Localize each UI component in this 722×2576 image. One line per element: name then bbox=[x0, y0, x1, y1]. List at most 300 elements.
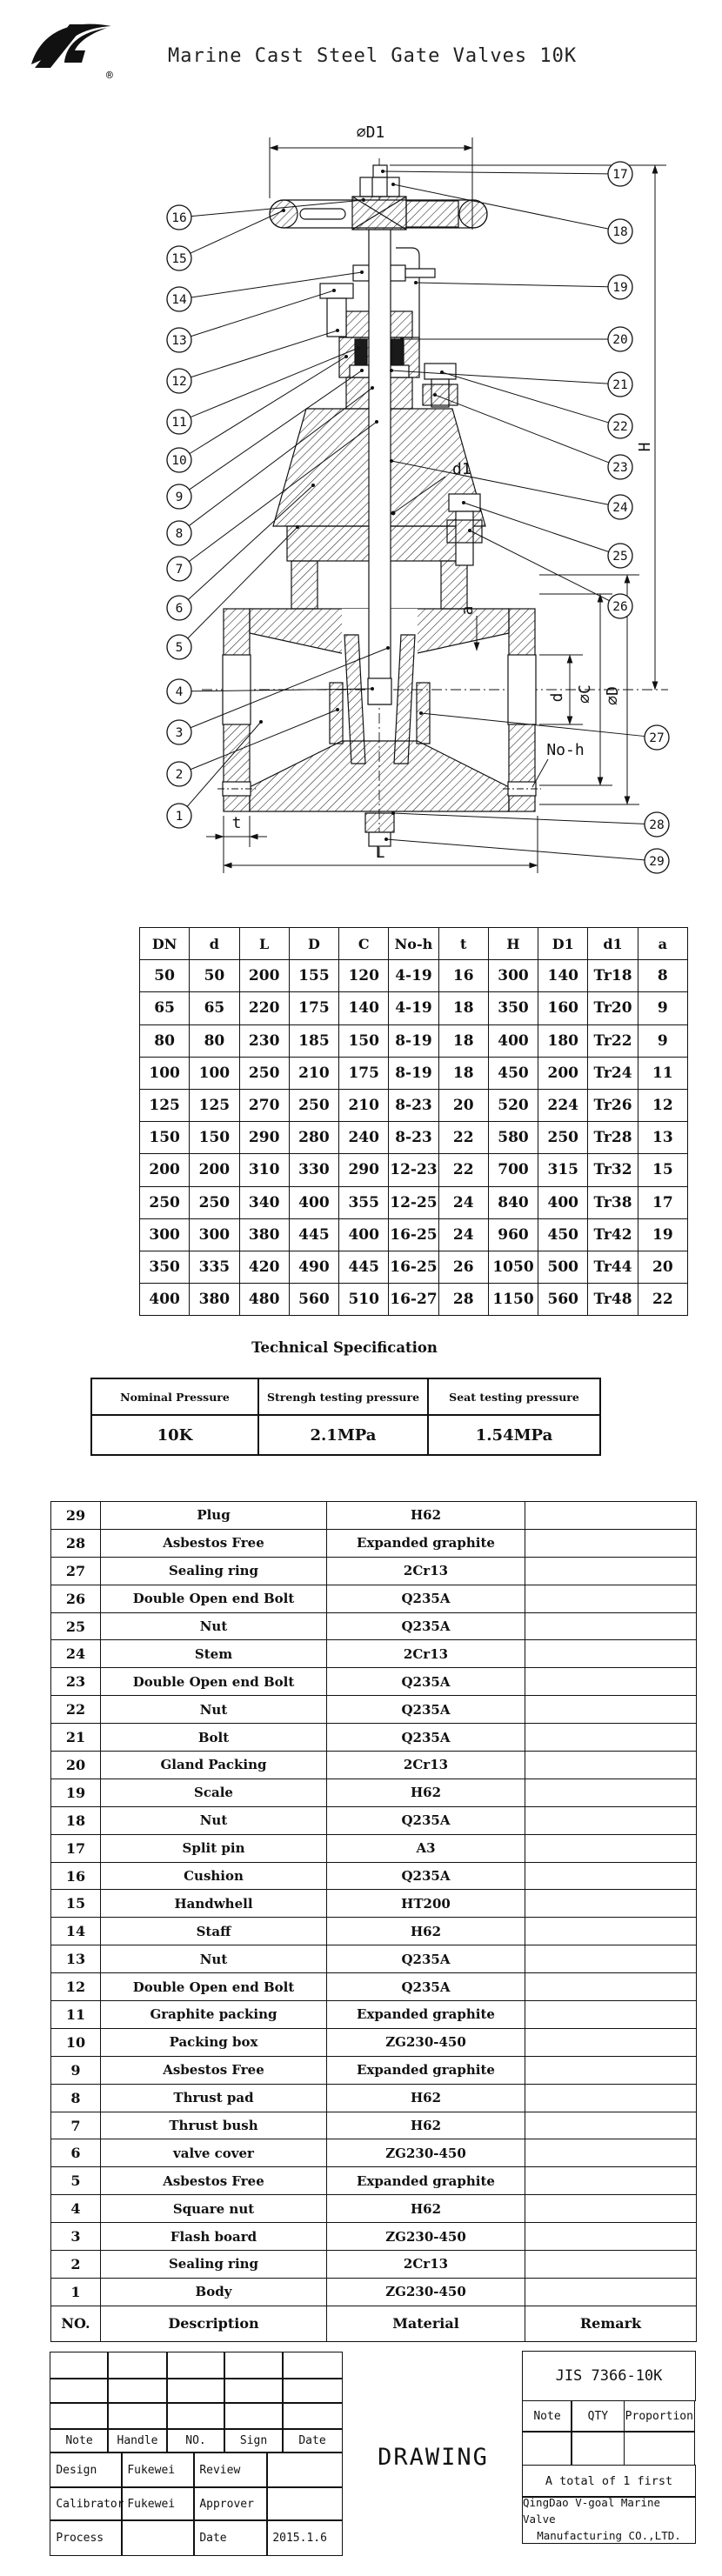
parts-row bbox=[51, 2001, 697, 2029]
parts-row bbox=[51, 2167, 697, 2195]
callout-26 bbox=[468, 529, 632, 618]
parts-row bbox=[51, 2251, 697, 2279]
parts-list-table bbox=[50, 1501, 697, 2342]
dim-bolt-circle: ∅C bbox=[576, 684, 594, 704]
dimension-cell: 450 bbox=[488, 1057, 538, 1089]
callout-number: 21 bbox=[612, 378, 628, 392]
parts-cell-no: 26 bbox=[51, 1585, 101, 1612]
parts-cell-no: 7 bbox=[51, 2112, 101, 2139]
spec-value: 10K bbox=[91, 1415, 258, 1455]
dimension-cell: 210 bbox=[289, 1057, 338, 1089]
stem-nut bbox=[360, 177, 399, 197]
callout-13 bbox=[167, 289, 336, 352]
dimension-cell: 240 bbox=[339, 1122, 389, 1154]
signature-cell: Fukewei bbox=[121, 2486, 194, 2520]
qty-header-cell: Note bbox=[522, 2400, 572, 2433]
dim-face-to-face: L bbox=[375, 844, 385, 862]
dim-col-header: L bbox=[239, 928, 289, 960]
parts-row bbox=[51, 1945, 697, 1973]
parts-cell-mat: Q235A bbox=[327, 1612, 525, 1640]
dimension-cell: 80 bbox=[140, 1024, 190, 1057]
dimension-cell: 160 bbox=[538, 992, 588, 1024]
parts-cell-desc: Nut bbox=[101, 1945, 327, 1973]
parts-cell-desc: Asbestos Free bbox=[101, 2167, 327, 2195]
parts-row bbox=[51, 1834, 697, 1862]
qty-empty-cell bbox=[571, 2431, 625, 2466]
dimension-cell: 250 bbox=[190, 1186, 239, 1218]
dimension-cell: 400 bbox=[538, 1186, 588, 1218]
callout-number: 10 bbox=[171, 454, 187, 468]
revision-empty-cell bbox=[107, 2402, 167, 2429]
dimension-cell: 445 bbox=[339, 1251, 389, 1283]
dimension-cell: 24 bbox=[438, 1186, 488, 1218]
callout-number: 11 bbox=[171, 416, 187, 430]
parts-row bbox=[51, 2139, 697, 2167]
dimension-cell: 250 bbox=[289, 1089, 338, 1121]
parts-cell-mat: Q235A bbox=[327, 1668, 525, 1696]
parts-cell-desc: Gland Packing bbox=[101, 1752, 327, 1779]
dimension-row bbox=[140, 1284, 688, 1316]
dimension-cell: 500 bbox=[538, 1251, 588, 1283]
parts-cell-no: 5 bbox=[51, 2167, 101, 2195]
spec-col-header: Seat testing pressure bbox=[428, 1378, 600, 1415]
parts-cell-mat: Q235A bbox=[327, 1724, 525, 1752]
dimension-cell: Tr42 bbox=[588, 1218, 638, 1251]
qty-header-cell: QTY bbox=[571, 2400, 625, 2433]
dimension-row bbox=[140, 1186, 688, 1218]
parts-cell-desc: Bolt bbox=[101, 1724, 327, 1752]
dimension-cell: 65 bbox=[190, 992, 239, 1024]
parts-row bbox=[51, 1862, 697, 1890]
parts-cell-rem bbox=[525, 1945, 697, 1973]
revision-empty-cell bbox=[50, 2378, 108, 2403]
dimension-cell: 200 bbox=[538, 1057, 588, 1089]
dimension-cell: 11 bbox=[638, 1057, 687, 1089]
parts-cell-desc: Graphite packing bbox=[101, 2001, 327, 2029]
dimension-row bbox=[140, 1122, 688, 1154]
dimension-cell: Tr22 bbox=[588, 1024, 638, 1057]
dimension-cell: 315 bbox=[538, 1154, 588, 1186]
callout-19 bbox=[414, 275, 632, 299]
seat-ring bbox=[330, 683, 343, 744]
dimension-table bbox=[139, 927, 688, 1316]
plug-boss bbox=[365, 813, 394, 832]
dimension-cell: 19 bbox=[638, 1218, 687, 1251]
dimension-cell: Tr48 bbox=[588, 1284, 638, 1316]
parts-cell-no: 22 bbox=[51, 1696, 101, 1724]
revision-empty-cell bbox=[50, 2402, 108, 2429]
revision-empty-cell bbox=[224, 2352, 283, 2379]
dim-col-header: C bbox=[339, 928, 389, 960]
dimension-cell: 150 bbox=[190, 1122, 239, 1154]
flange-bolt-nut bbox=[447, 520, 482, 543]
parts-cell-mat: HT200 bbox=[327, 1890, 525, 1918]
dimension-cell: 24 bbox=[438, 1218, 488, 1251]
parts-cell-rem bbox=[525, 2195, 697, 2223]
parts-cell-rem bbox=[525, 1806, 697, 1834]
parts-cell-mat: ZG230-450 bbox=[327, 2278, 525, 2306]
dim-d1-top: ∅D1 bbox=[356, 123, 385, 142]
callout-25 bbox=[462, 501, 632, 568]
dimension-cell: 560 bbox=[289, 1284, 338, 1316]
dimension-cell: 380 bbox=[239, 1218, 289, 1251]
dimension-row bbox=[140, 1218, 688, 1251]
dimension-cell: Tr20 bbox=[588, 992, 638, 1024]
dimension-cell: 445 bbox=[289, 1218, 338, 1251]
revision-empty-cell bbox=[166, 2402, 224, 2429]
parts-cell-mat: ZG230-450 bbox=[327, 2139, 525, 2167]
parts-cell-mat: H62 bbox=[327, 1779, 525, 1806]
spec-col-header: Nominal Pressure bbox=[91, 1378, 258, 1415]
parts-cell-rem bbox=[525, 1752, 697, 1779]
dim-flange-thickness: t bbox=[231, 814, 242, 832]
dimension-row bbox=[140, 992, 688, 1024]
dim-col-header: D1 bbox=[538, 928, 588, 960]
parts-cell-rem bbox=[525, 2251, 697, 2279]
parts-cell-desc: Staff bbox=[101, 1918, 327, 1945]
technical-specification-title: Technical Specification bbox=[251, 1339, 438, 1356]
parts-cell-rem bbox=[525, 1668, 697, 1696]
callout-22 bbox=[440, 370, 632, 438]
dimension-cell: 280 bbox=[289, 1122, 338, 1154]
parts-cell-no: 23 bbox=[51, 1668, 101, 1696]
dimension-cell: 220 bbox=[239, 992, 289, 1024]
parts-header-row bbox=[51, 2306, 697, 2341]
callout-number: 16 bbox=[171, 211, 187, 225]
page-title: Marine Cast Steel Gate Valves 10K bbox=[168, 45, 578, 67]
dimension-row bbox=[140, 1154, 688, 1186]
dimension-cell: 16 bbox=[438, 960, 488, 992]
qty-empty-cell bbox=[624, 2431, 695, 2466]
dimension-cell: 224 bbox=[538, 1089, 588, 1121]
parts-row bbox=[51, 1557, 697, 1585]
dimension-cell: 510 bbox=[339, 1284, 389, 1316]
dimension-cell: 22 bbox=[438, 1122, 488, 1154]
dimension-row bbox=[140, 1089, 688, 1121]
parts-cell-rem bbox=[525, 1862, 697, 1890]
parts-cell-rem bbox=[525, 1585, 697, 1612]
signature-cell: Design bbox=[50, 2452, 122, 2487]
valve-geometry bbox=[202, 158, 668, 861]
body-bottom bbox=[250, 741, 509, 811]
parts-cell-mat: Expanded graphite bbox=[327, 2167, 525, 2195]
drawing-type-label: DRAWING bbox=[378, 2444, 489, 2471]
parts-cell-rem bbox=[525, 1779, 697, 1806]
parts-cell-no: 27 bbox=[51, 1557, 101, 1585]
callout-29 bbox=[384, 838, 669, 873]
parts-cell-desc: Nut bbox=[101, 1612, 327, 1640]
parts-col-header: Description bbox=[101, 2306, 327, 2341]
revision-empty-cell bbox=[50, 2352, 108, 2379]
dimension-cell: 250 bbox=[239, 1057, 289, 1089]
parts-cell-no: 8 bbox=[51, 2084, 101, 2112]
parts-cell-no: 18 bbox=[51, 1806, 101, 1834]
spec-col-header: Strengh testing pressure bbox=[258, 1378, 428, 1415]
parts-cell-rem bbox=[525, 1890, 697, 1918]
parts-row bbox=[51, 1806, 697, 1834]
dimension-cell: 520 bbox=[488, 1089, 538, 1121]
dimension-cell: 400 bbox=[140, 1284, 190, 1316]
parts-cell-mat: H62 bbox=[327, 2084, 525, 2112]
dimension-cell: 120 bbox=[339, 960, 389, 992]
dimension-row bbox=[140, 1057, 688, 1089]
dimension-cell: Tr38 bbox=[588, 1186, 638, 1218]
parts-row bbox=[51, 2056, 697, 2084]
parts-cell-mat: 2Cr13 bbox=[327, 2251, 525, 2279]
callout-number: 29 bbox=[649, 855, 665, 869]
parts-cell-no: 28 bbox=[51, 1529, 101, 1557]
dimension-cell: 9 bbox=[638, 992, 687, 1024]
callout-number: 22 bbox=[612, 420, 628, 434]
parts-row bbox=[51, 1779, 697, 1806]
parts-cell-desc: Square nut bbox=[101, 2195, 327, 2223]
dimension-cell: 400 bbox=[289, 1186, 338, 1218]
dimension-cell: 9 bbox=[638, 1024, 687, 1057]
callout-number: 14 bbox=[171, 293, 187, 307]
parts-cell-desc: valve cover bbox=[101, 2139, 327, 2167]
parts-cell-rem bbox=[525, 2112, 697, 2139]
parts-row bbox=[51, 2223, 697, 2251]
parts-cell-no: 20 bbox=[51, 1752, 101, 1779]
dim-col-header: d bbox=[190, 928, 239, 960]
right-bolt-head bbox=[425, 364, 456, 379]
callout-number: 25 bbox=[612, 550, 628, 564]
callout-number: 7 bbox=[175, 563, 184, 577]
parts-row bbox=[51, 1752, 697, 1779]
callout-number: 18 bbox=[612, 225, 628, 239]
technical-specification-table bbox=[90, 1378, 601, 1456]
revision-empty-cell bbox=[224, 2378, 283, 2403]
dimension-cell: Tr18 bbox=[588, 960, 638, 992]
parts-cell-mat: Q235A bbox=[327, 1945, 525, 1973]
callout-12 bbox=[167, 329, 339, 393]
revision-header-cell: NO. bbox=[166, 2428, 224, 2453]
parts-row bbox=[51, 2112, 697, 2139]
dim-col-header: a bbox=[638, 928, 687, 960]
parts-row bbox=[51, 1890, 697, 1918]
signature-grid bbox=[50, 2453, 342, 2555]
dimension-cell: 20 bbox=[638, 1251, 687, 1283]
dim-col-header: D bbox=[289, 928, 338, 960]
signature-cell bbox=[266, 2486, 342, 2520]
spec-value: 2.1MPa bbox=[258, 1415, 428, 1455]
dim-flange-diameter: ∅D bbox=[604, 686, 622, 705]
callout-number: 5 bbox=[175, 641, 184, 655]
revision-header-cell: Date bbox=[282, 2428, 342, 2453]
revision-empty-cell bbox=[107, 2352, 167, 2379]
parts-cell-rem bbox=[525, 2167, 697, 2195]
dimension-cell: 175 bbox=[339, 1057, 389, 1089]
dimension-cell: 12-23 bbox=[389, 1154, 438, 1186]
parts-row bbox=[51, 2084, 697, 2112]
dimension-cell: 16-27 bbox=[389, 1284, 438, 1316]
valve-section-drawing bbox=[0, 78, 722, 939]
dimension-table-header bbox=[140, 928, 688, 960]
parts-row bbox=[51, 1502, 697, 1530]
dimension-cell: 20 bbox=[438, 1089, 488, 1121]
dimension-row bbox=[140, 1024, 688, 1057]
qty-header-row bbox=[522, 2401, 696, 2432]
parts-cell-mat: H62 bbox=[327, 1918, 525, 1945]
dimension-cell: 210 bbox=[339, 1089, 389, 1121]
dimension-cell: 560 bbox=[538, 1284, 588, 1316]
qty-empty-row bbox=[522, 2433, 696, 2466]
parts-cell-desc: Sealing ring bbox=[101, 1557, 327, 1585]
parts-cell-rem bbox=[525, 2084, 697, 2112]
dimension-cell: Tr24 bbox=[588, 1057, 638, 1089]
dimension-cell: 270 bbox=[239, 1089, 289, 1121]
parts-cell-no: 10 bbox=[51, 2028, 101, 2056]
parts-cell-no: 24 bbox=[51, 1640, 101, 1668]
left-port-bore bbox=[223, 655, 251, 724]
parts-cell-rem bbox=[525, 1973, 697, 2001]
parts-cell-rem bbox=[525, 1529, 697, 1557]
parts-col-header: NO. bbox=[51, 2306, 101, 2341]
revision-header-cell: Sign bbox=[224, 2428, 283, 2453]
parts-cell-mat: Expanded graphite bbox=[327, 1529, 525, 1557]
parts-cell-desc: Nut bbox=[101, 1696, 327, 1724]
revision-header-cell: Note bbox=[50, 2428, 108, 2453]
dimension-cell: 28 bbox=[438, 1284, 488, 1316]
parts-cell-no: 11 bbox=[51, 2001, 101, 2029]
dimension-cell: 17 bbox=[638, 1186, 687, 1218]
signature-cell: Calibrator bbox=[50, 2486, 122, 2520]
parts-cell-mat: A3 bbox=[327, 1834, 525, 1862]
callout-number: 20 bbox=[612, 333, 628, 347]
parts-cell-desc: Double Open end Bolt bbox=[101, 1973, 327, 2001]
callout-27 bbox=[419, 711, 669, 750]
dimension-cell: 355 bbox=[339, 1186, 389, 1218]
dimension-cell: 350 bbox=[140, 1251, 190, 1283]
parts-cell-no: 2 bbox=[51, 2251, 101, 2279]
dimension-cell: 8-19 bbox=[389, 1057, 438, 1089]
dimension-cell: 200 bbox=[140, 1154, 190, 1186]
dimension-cell: 175 bbox=[289, 992, 338, 1024]
dimension-cell: 8 bbox=[638, 960, 687, 992]
dimension-cell: 125 bbox=[140, 1089, 190, 1121]
dim-col-header: DN bbox=[140, 928, 190, 960]
callout-number: 2 bbox=[175, 768, 184, 782]
dimension-cell: 8-23 bbox=[389, 1089, 438, 1121]
revision-empty-cell bbox=[282, 2352, 342, 2379]
dimension-cell: 18 bbox=[438, 1024, 488, 1057]
parts-row bbox=[51, 2195, 697, 2223]
parts-cell-rem bbox=[525, 2223, 697, 2251]
parts-cell-rem bbox=[525, 1502, 697, 1530]
company-name-line1: QingDao V-goal Marine Valve bbox=[523, 2496, 661, 2526]
dim-col-header: H bbox=[488, 928, 538, 960]
parts-cell-rem bbox=[525, 1640, 697, 1668]
dim-bolt-holes: No-h bbox=[546, 741, 585, 759]
dimension-cell: 125 bbox=[190, 1089, 239, 1121]
spec-header-row bbox=[91, 1378, 600, 1415]
parts-row bbox=[51, 2028, 697, 2056]
company-name-line2: Manufacturing CO.,LTD. bbox=[537, 2528, 681, 2542]
revision-grid bbox=[50, 2352, 342, 2453]
signature-cell bbox=[121, 2519, 194, 2555]
parts-cell-rem bbox=[525, 2278, 697, 2306]
dimension-cell: 140 bbox=[339, 992, 389, 1024]
dimension-cell: 12-25 bbox=[389, 1186, 438, 1218]
parts-row bbox=[51, 1529, 697, 1557]
revision-empty-cell bbox=[166, 2378, 224, 2403]
parts-cell-rem bbox=[525, 1557, 697, 1585]
revision-empty-cell bbox=[166, 2352, 224, 2379]
parts-cell-mat: ZG230-450 bbox=[327, 2223, 525, 2251]
callout-number: 17 bbox=[612, 168, 628, 182]
parts-cell-rem bbox=[525, 2056, 697, 2084]
standard-number: JIS 7366-10K bbox=[522, 2351, 696, 2401]
dimension-cell: 185 bbox=[289, 1024, 338, 1057]
dimension-cell: 65 bbox=[140, 992, 190, 1024]
dimension-cell: 100 bbox=[190, 1057, 239, 1089]
dimension-cell: 140 bbox=[538, 960, 588, 992]
dimension-cell: 420 bbox=[239, 1251, 289, 1283]
parts-row bbox=[51, 1973, 697, 2001]
callout-number: 1 bbox=[175, 810, 184, 824]
callout-number: 19 bbox=[612, 281, 628, 295]
parts-cell-no: 21 bbox=[51, 1724, 101, 1752]
dimension-cell: 250 bbox=[538, 1122, 588, 1154]
dim-bore: d bbox=[548, 692, 566, 703]
qty-header-cell: Proportion bbox=[624, 2400, 695, 2433]
callout-number: 26 bbox=[612, 600, 628, 614]
dimension-cell: 13 bbox=[638, 1122, 687, 1154]
parts-cell-no: 12 bbox=[51, 1973, 101, 2001]
signature-cell bbox=[266, 2452, 342, 2487]
dimension-cell: 8-23 bbox=[389, 1122, 438, 1154]
dimension-cell: 450 bbox=[538, 1218, 588, 1251]
callout-number: 8 bbox=[175, 527, 184, 541]
dimension-cell: 1150 bbox=[488, 1284, 538, 1316]
parts-cell-rem bbox=[525, 1834, 697, 1862]
callout-number: 13 bbox=[171, 334, 187, 348]
dimension-cell: Tr32 bbox=[588, 1154, 638, 1186]
parts-cell-rem bbox=[525, 1918, 697, 1945]
dimension-cell: 230 bbox=[239, 1024, 289, 1057]
parts-cell-rem bbox=[525, 1612, 697, 1640]
dimension-cell: 50 bbox=[190, 960, 239, 992]
parts-cell-no: 25 bbox=[51, 1612, 101, 1640]
parts-cell-rem bbox=[525, 2028, 697, 2056]
dimension-cell: 1050 bbox=[488, 1251, 538, 1283]
parts-row bbox=[51, 1612, 697, 1640]
dimension-cell: Tr28 bbox=[588, 1122, 638, 1154]
signature-cell: 2015.1.6 bbox=[266, 2519, 342, 2555]
left-bolt-head bbox=[320, 284, 353, 298]
parts-cell-desc: Cushion bbox=[101, 1862, 327, 1890]
parts-cell-no: 16 bbox=[51, 1862, 101, 1890]
dimension-cell: 180 bbox=[538, 1024, 588, 1057]
parts-cell-mat: 2Cr13 bbox=[327, 1752, 525, 1779]
dimension-cell: 290 bbox=[339, 1154, 389, 1186]
parts-cell-desc: Asbestos Free bbox=[101, 2056, 327, 2084]
callout-number: 28 bbox=[649, 818, 665, 832]
callout-number: 27 bbox=[649, 731, 665, 745]
parts-cell-no: 29 bbox=[51, 1502, 101, 1530]
dimension-cell: 330 bbox=[289, 1154, 338, 1186]
signature-cell: Approver bbox=[193, 2486, 267, 2520]
signature-cell: Date bbox=[193, 2519, 267, 2555]
parts-cell-desc: Nut bbox=[101, 1806, 327, 1834]
stem bbox=[369, 230, 391, 704]
parts-cell-no: 1 bbox=[51, 2278, 101, 2306]
dimension-cell: Tr44 bbox=[588, 1251, 638, 1283]
parts-cell-desc: Thrust bush bbox=[101, 2112, 327, 2139]
parts-cell-mat: ZG230-450 bbox=[327, 2028, 525, 2056]
dimension-cell: 26 bbox=[438, 1251, 488, 1283]
dimension-cell: 155 bbox=[289, 960, 338, 992]
